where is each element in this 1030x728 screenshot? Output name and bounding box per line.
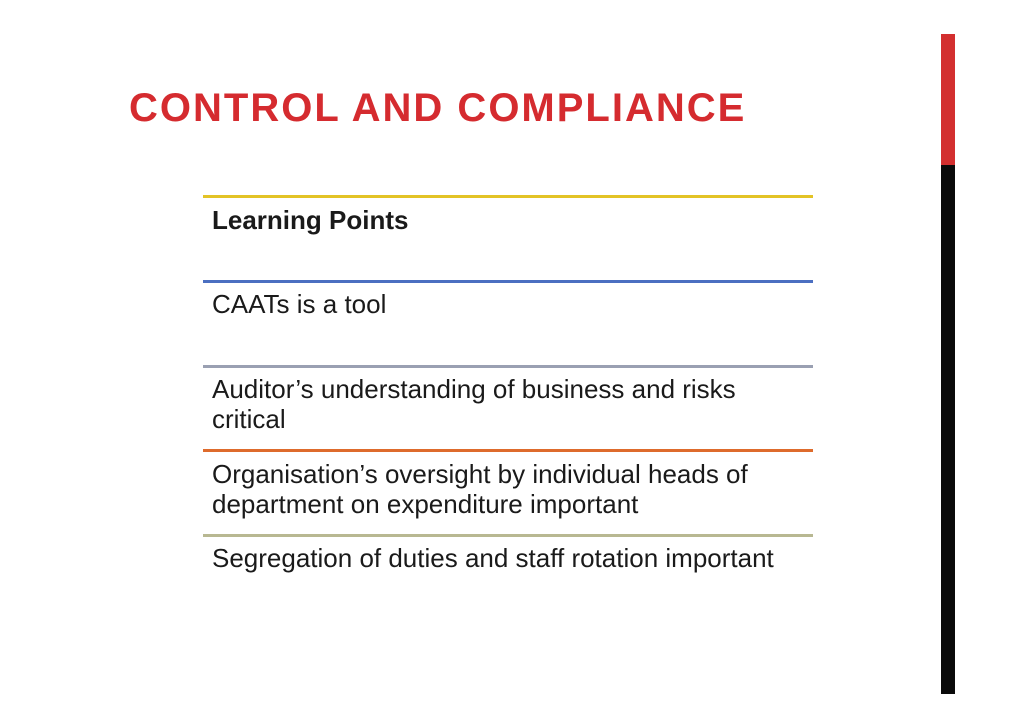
divider-row-3 (203, 449, 813, 452)
divider-row-4 (203, 534, 813, 537)
learning-point-item: CAATs is a tool (212, 289, 387, 319)
divider-row-1 (203, 280, 813, 283)
learning-points-heading: Learning Points (212, 205, 409, 235)
side-accent-bar-red (941, 34, 955, 165)
side-accent-bar-black (941, 165, 955, 694)
divider-row-2 (203, 365, 813, 368)
learning-point-item: Organisation’s oversight by individual heads of department on expenditure important (212, 459, 748, 519)
learning-point-item: Segregation of duties and staff rotation important (212, 543, 774, 573)
learning-point-item: Auditor’s understanding of business and risks critical (212, 374, 736, 434)
divider-top (203, 195, 813, 198)
slide-title: CONTROL AND COMPLIANCE (129, 86, 747, 130)
